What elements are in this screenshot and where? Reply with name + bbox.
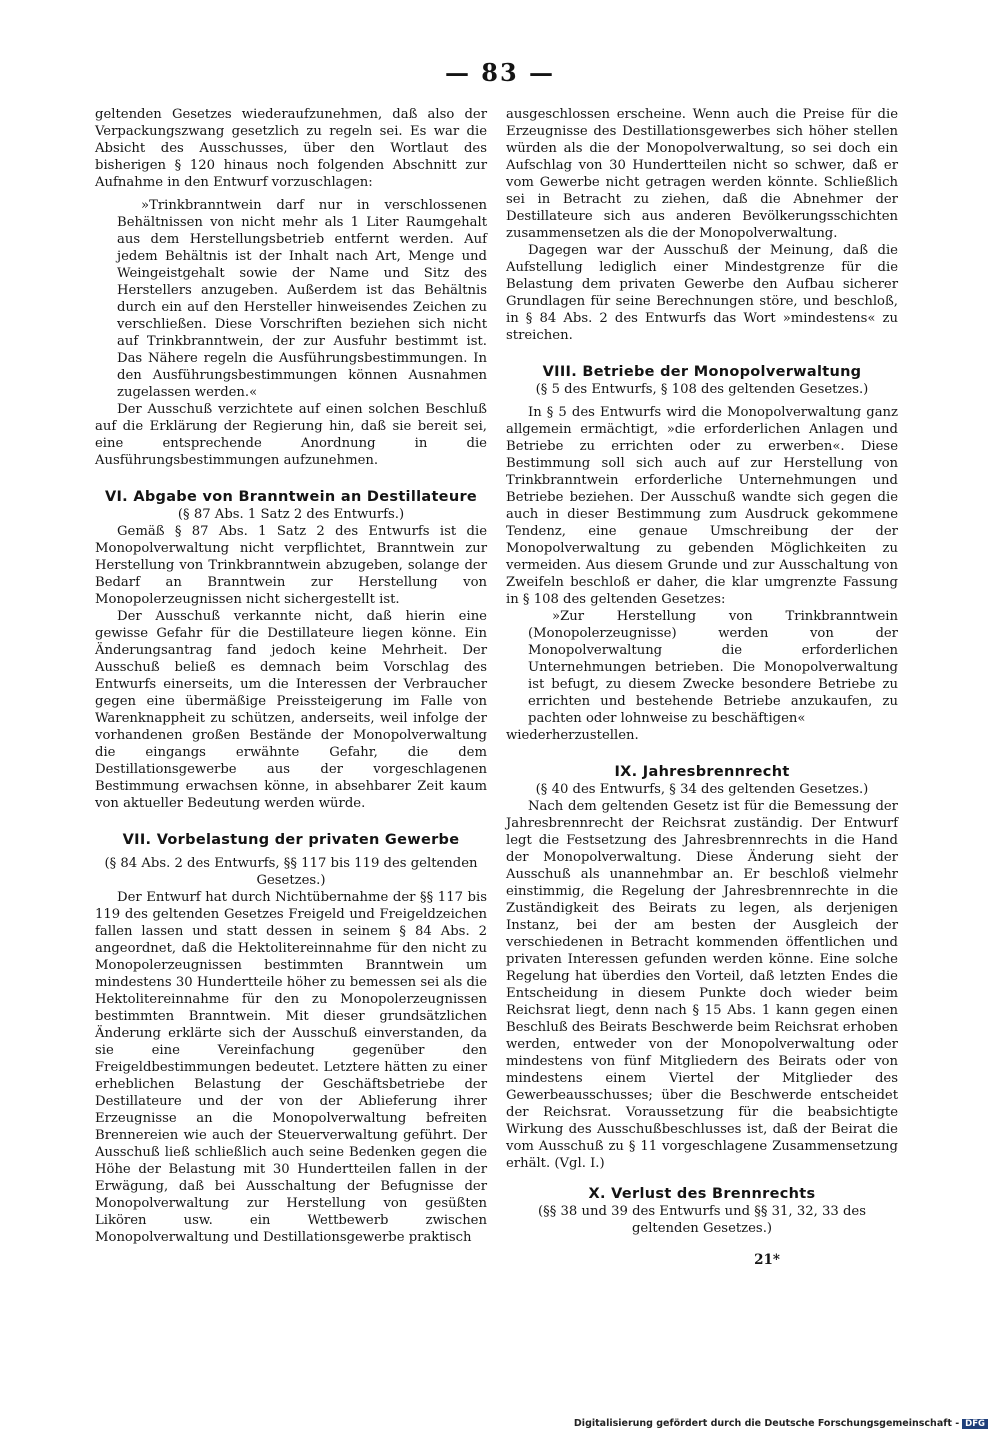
paragraph: Der Ausschuß verkannte nicht, daß hierin eine gewisse Gefahr für die Destillateure liegen könne. Ein Änderungsantrag fand jedoch keine Mehrheit. Der Ausschuß beließ es demnach beim Vorschlag des Entwurfs einerseits, um die Interessen der Verbraucher gegen eine übermäßige Preissteigerung im Falle von Warenknappheit zu schützen, anderseits, weil infolge der vorhandenen großen Bestände der Monopolverwaltung die eingangs erwähnte Gefahr, die dem Destillationsgewerbe aus der vorgeschlagenen Bestimmung erwachsen könne, in absehbarer Zeit kaum von aktueller Bedeutung werden würde.: [95, 609, 487, 811]
section-heading: VII. Vorbelastung der privaten Gewerbe: [122, 832, 460, 848]
section-heading: VI. Abgabe von Branntwein an Destillateure: [104, 489, 478, 505]
page-number: — 83 —: [444, 58, 556, 87]
section-reference: (§ 87 Abs. 1 Satz 2 des Entwurfs.): [177, 507, 405, 522]
signature-mark: 21*: [754, 1252, 780, 1268]
paragraph: Dagegen war der Ausschuß der Meinung, daß die Aufstellung lediglich einer Mindestgrenze für die Belastung dem privaten Gewerbe den Aufbau sicherer Grundlagen für seine Berechnungen störe, und beschloß, in § 84 Abs. 2 des Entwurfs das Wort »mindestens« zu streichen.: [506, 243, 898, 343]
paragraph: In § 5 des Entwurfs wird die Monopolverwaltung ganz allgemein ermächtigt, »die erforderlichen Anlagen und Betriebe zu errichten oder zu erwerben«. Diese Bestimmung soll sich auch auf zur Herstellung von Trinkbranntwein erforderliche Unternehmungen und Betriebe beziehen. Der Ausschuß wandte sich gegen die auch in dieser Bestimmung zum Ausdruck gekommene Tendenz, eine genaue Umschreibung der der Monopolverwaltung zu gebenden Möglichkeiten zu vermeiden. Aus diesem Grunde und zur Ausschaltung von Zweifeln beschloß er daher, die klar umgrenzte Fassung in § 108 des geltenden Gesetzes:: [506, 405, 898, 607]
paragraph: Gemäß § 87 Abs. 1 Satz 2 des Entwurfs ist die Monopolverwaltung nicht verpflichtet, Branntwein zur Herstellung von Trinkbranntwein abzugeben, solange der Bedarf an Branntwein zur Herstellung von Monopolerzeugnissen nicht sichergestellt ist.: [95, 524, 487, 607]
section-reference: (§ 40 des Entwurfs, § 34 des geltenden Gesetzes.): [535, 782, 869, 797]
block-quote: »Trinkbranntwein darf nur in verschlossenen Behältnissen von nicht mehr als 1 Liter Raumgehalt aus dem Herstellungsbetrieb entfernt werden. Auf jedem Behältnis ist der Inhalt nach Art, Menge und Weingeistgehalt sowie der Name und Sitz des Herstellers anzugeben. Außerdem ist das Behältnis durch ein auf den Hersteller hinweisendes Zeichen zu verschließen. Diese Vorschriften beziehen sich nicht auf Trinkbranntwein, der zur Ausfuhr bestimmt ist. Das Nähere regeln die Ausführungsbestimmungen. In den Ausführungsbestimmungen können Ausnahmen zugelassen werden.«: [117, 198, 487, 400]
footer-text: Digitalisierung gefördert durch die Deutsche Forschungsgemeinschaft -: [573, 1418, 960, 1429]
section-reference: (§ 84 Abs. 2 des Entwurfs, §§ 117 bis 119 des geltenden Gesetzes.): [104, 856, 478, 888]
paragraph: geltenden Gesetzes wiederaufzunehmen, daß also der Verpackungszwang gesetzlich zu regeln sei. Es war die Absicht des Ausschusses, über den Wortlaut des bisherigen § 120 hinaus noch folgenden Abschnitt zur Aufnahme in den Entwurf vorzuschlagen:: [95, 107, 487, 190]
block-quote: »Zur Herstellung von Trinkbranntwein (Monopolerzeugnisse) werden von der Monopolverwaltung die erforderlichen Unternehmungen betrieben. Die Monopolverwaltung ist befugt, zu diesem Zwecke besondere Betriebe zu errichten und bestehende Betriebe anzukaufen, zu pachten oder lohnweise zu beschäftigen«: [528, 609, 898, 726]
section-heading: IX. Jahresbrennrecht: [614, 764, 790, 780]
footer: [574, 1418, 988, 1429]
section-reference: (§ 5 des Entwurfs, § 108 des geltenden Gesetzes.): [535, 382, 869, 397]
paragraph: wiederherzustellen.: [506, 728, 639, 743]
section-heading: VIII. Betriebe der Monopolverwaltung: [542, 364, 862, 380]
paragraph: ausgeschlossen erscheine. Wenn auch die Preise für die Erzeugnisse des Destillationsgewerbes sich höher stellen würden als die der Monopolverwaltung, so sei doch ein Aufschlag von 30 Hundertteilen nicht so schwer, daß er vom Gewerbe nicht getragen werden könnte. Schließlich sei in Betracht zu ziehen, daß die Abnehmer der Destillateure sich aus anderen Bevölkerungsschichten zusammensetzen als die der Monopolverwaltung.: [506, 107, 898, 241]
paragraph: Der Ausschuß verzichtete auf einen solchen Beschluß auf die Erklärung der Regierung hin, daß sie bereit sei, eine entsprechende Anordnung in die Ausführungsbestimmungen aufzunehmen.: [95, 402, 487, 468]
paragraph: Nach dem geltenden Gesetz ist für die Bemessung der Jahresbrennrecht der Reichsrat zuständig. Der Entwurf legt die Festsetzung des Jahresbrennrechts in die Hand der Monopolverwaltung. Diese Änderung sieht der Ausschuß als unannehmbar an. Er beschloß vielmehr einstimmig, die Regelung der Jahresbrennrechte in die Zuständigkeit des Beirats zu legen, als derjenigen Instanz, bei der am besten der Ausgleich der verschiedenen in Betracht kommenden öffentlichen und privaten Interessen gefunden werden könne. Eine solche Regelung hat überdies den Vorteil, daß letzten Endes die Entscheidung in diesem Punkte doch wieder beim Reichsrat liegt, denn nach § 15 Abs. 1 kann gegen einen Beschluß des Beirats Beschwerde beim Reichsrat erhoben werden, entweder von der Monopolverwaltung oder mindestens von fünf Mitgliedern des Beirats oder von mindestens einem Viertel der Mitglieder des Gewerbeausschusses; über die Beschwerde entscheidet der Reichsrat. Voraussetzung für die beabsichtigte Wirkung des Ausschußbeschlusses ist, daß der Beirat die vom Ausschuß zu § 11 vorgeschlagene Zusammensetzung erhält. (Vgl. I.): [506, 799, 898, 1171]
dfg-logo: DFG: [962, 1419, 988, 1429]
left-column: [95, 106, 487, 1246]
right-column: [506, 106, 898, 1269]
section-heading: X. Verlust des Brennrechts: [588, 1186, 816, 1202]
section-reference: (§§ 38 und 39 des Entwurfs und §§ 31, 32, 33 des geltenden Gesetzes.): [538, 1204, 866, 1236]
paragraph: Der Entwurf hat durch Nichtübernahme der §§ 117 bis 119 des geltenden Gesetzes Freigeld und Freigeldzeichen fallen lassen und statt dessen in seinem § 84 Abs. 2 angeordnet, daß die Hektolitereinnahme für den nicht zu Monopolerzeugnissen bestimmten Branntwein um mindestens 30 Hundertteile höher zu bemessen sei als die Hektolitereinnahme für den zu Monopolerzeugnissen bestimmten Branntwein. Mit dieser grundsätzlichen Änderung erklärte sich der Ausschuß einverstanden, da sie eine Vereinfachung gegenüber den Freigeldbestimmungen bedeutet. Letztere hätten zu einer erheblichen Belastung der Geschäftsbetriebe der Destillateure und der von der Ablieferung ihrer Erzeugnisse an die Monopolverwaltung befreiten Brennereien wie auch der Steuerverwaltung geführt. Der Ausschuß ließ schließlich auch seine Bedenken gegen die Höhe der Belastung mit 30 Hundertteilen fallen in der Erwägung, daß bei Ausschaltung der Befugnisse der Monopolverwaltung zur Herstellung von gesüßten Likören usw. ein Wettbewerb zwischen Monopolverwaltung und Destillationsgewerbe praktisch: [95, 890, 487, 1245]
